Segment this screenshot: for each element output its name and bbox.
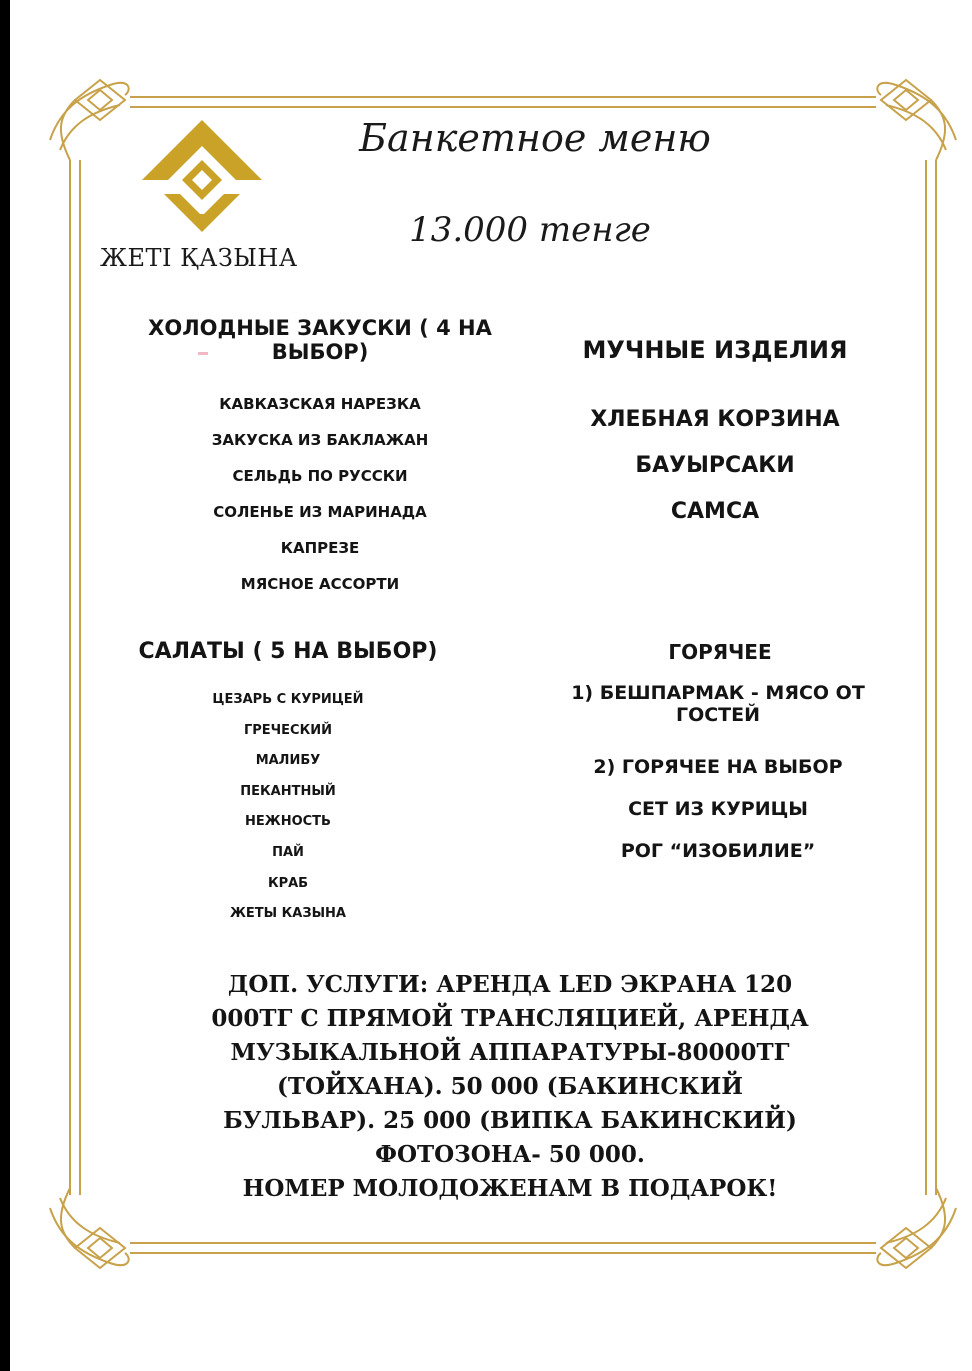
extra-services-line: БУЛЬВАР). 25 000 (ВИПКА БАКИНСКИЙ) [223, 1107, 797, 1134]
cold-snack-item: КАПРЕЗЕ [280, 539, 360, 557]
extra-services-line: 000ТГ С ПРЯМОЙ ТРАНСЛЯЦИЕЙ, АРЕНДА [211, 1005, 809, 1032]
corner-ornament-top-left [50, 80, 129, 160]
salad-item: ГРЕЧЕСКИЙ [243, 722, 332, 738]
flour-product-item: ХЛЕБНАЯ КОРЗИНА [590, 407, 840, 432]
cold-snack-item: КАВКАЗСКАЯ НАРЕЗКА [219, 395, 421, 413]
hot-item: 2) ГОРЯЧЕЕ НА ВЫБОР [593, 756, 843, 778]
brand-logo-icon [140, 118, 264, 242]
flour-products-list [535, 397, 895, 535]
salad-item: ПЕКАНТНЫЙ [240, 783, 336, 799]
hot-item: СЕТ ИЗ КУРИЦЫ [628, 798, 808, 820]
salad-item: ПАЙ [272, 844, 304, 860]
corner-ornament-top-right [877, 80, 956, 160]
cold-snacks-list [100, 386, 540, 602]
salad-item: НЕЖНОСТЬ [245, 814, 331, 830]
corner-ornament-bottom-right [877, 1188, 956, 1268]
extra-services-line: (ТОЙХАНА). 50 000 (БАКИНСКИЙ [276, 1073, 744, 1100]
cold-snack-item: СЕЛЬДЬ ПО РУССКИ [232, 467, 408, 485]
hot-item: 1) БЕШПАРМАК - МЯСО ОТ ГОСТЕЙ [571, 682, 865, 726]
extra-services-line: НОМЕР МОЛОДОЖЕНАМ В ПОДАРОК! [242, 1175, 778, 1202]
cold-snacks-heading: ХОЛОДНЫЕ ЗАКУСКИ ( 4 НА ВЫБОР) [148, 316, 492, 364]
menu-title: Банкетное меню [359, 116, 711, 160]
extra-services [160, 968, 860, 1206]
salad-item: ЖЕТЫ КАЗЫНА [230, 906, 346, 922]
cold-snacks-section [100, 316, 540, 364]
flour-products-heading: МУЧНЫЕ ИЗДЕЛИЯ [582, 336, 848, 364]
flour-product-item: БАУЫРСАКИ [635, 453, 795, 478]
extra-services-line: ФОТОЗОНА- 50 000. [375, 1141, 645, 1168]
cold-snack-item: СОЛЕНЬЕ ИЗ МАРИНАДА [213, 503, 427, 521]
salad-item: ЦЕЗАРЬ С КУРИЦЕЙ [212, 692, 364, 707]
flour-products-section [535, 336, 895, 364]
cold-snack-item: МЯСНОЕ АССОРТИ [240, 575, 400, 593]
corner-ornament-bottom-left [50, 1188, 129, 1268]
hot-list [536, 682, 900, 872]
hot-item: РОГ “ИЗОБИЛИЕ” [620, 840, 816, 862]
flour-product-item: САМСА [670, 499, 760, 524]
cold-snack-item: ЗАКУСКА ИЗ БАКЛАЖАН [211, 431, 429, 449]
salads-heading: САЛАТЫ ( 5 НА ВЫБОР) [138, 639, 438, 664]
hot-heading: ГОРЯЧЕЕ [668, 640, 772, 664]
hot-section [530, 640, 910, 664]
salad-item: КРАБ [267, 875, 309, 891]
extra-services-line: МУЗЫКАЛЬНОЙ АППАРАТУРЫ-80000ТГ [230, 1039, 790, 1066]
salads-list [98, 685, 478, 930]
salad-item: МАЛИБУ [255, 753, 321, 769]
extra-services-line: ДОП. УСЛУГИ: АРЕНДА LED ЭКРАНА 120 [227, 971, 793, 998]
menu-price: 13.000 тенге [409, 210, 651, 250]
brand-name: ЖЕТІ ҚАЗЫНА [100, 244, 298, 272]
salads-section [98, 640, 478, 664]
